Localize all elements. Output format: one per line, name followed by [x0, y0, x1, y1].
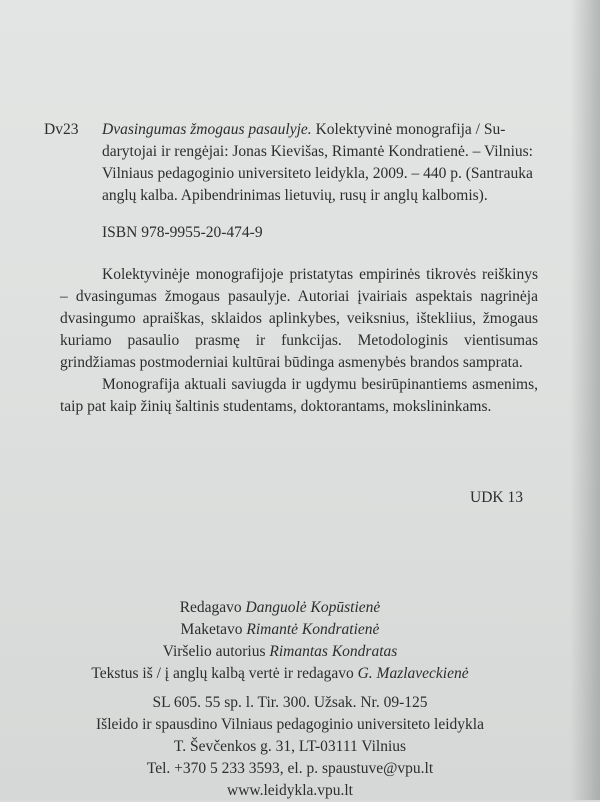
biblio-line-4: anglų kalba. Apibendrinimas lietuvių, rusų ir anglų kalbomis). [102, 187, 488, 204]
page-edge-shadow [570, 0, 600, 800]
imprint-line-5: www.leidykla.vpu.lt [227, 782, 353, 799]
biblio-line-3: Vilniaus pedagoginio universiteto leidykla, 2009. – 440 p. (Santrauka [102, 165, 533, 182]
imprint-line-4: Tel. +370 5 233 3593, el. p. spaustuve@vpu.lt [146, 760, 434, 777]
credit-layout [60, 619, 500, 641]
isbn: ISBN 978-9955-20-474-9 [102, 224, 263, 241]
credit-editor-name: Danguolė Kopūstienė [245, 599, 381, 616]
udk-code: UDK 13 [470, 489, 523, 506]
credit-translation-label: Tekstus iš / į anglų kalbą vertė ir redagavo [91, 665, 358, 682]
credit-cover [60, 641, 500, 663]
abstract-paragraph-1: Kolektyvinėje monografijoje pristatytas empirinės tikrovės reiškinys – dvasingumas žmogaus pasaulyje. Autoriai įvairiais aspektais nagrinėja dvasingumo apraiškas, sklaidos aplinkybes, veiksnius, ištekliius, žmogaus kuriamo pasaulio prasmę ir funkcijas. Metodologinis vientisumas grindžiamas postmoderniai kultūrai būdinga asmenybės brandos samprata. [60, 266, 538, 371]
credit-cover-label: Viršelio autorius [162, 643, 270, 660]
biblio-line-1-rest: Kolektyvinė monografija / Su- [311, 121, 506, 138]
abstract [60, 264, 538, 418]
bibliographic-record [102, 119, 542, 207]
imprint-line-1: SL 605. 55 sp. l. Tir. 300. Užsak. Nr. 09-125 [152, 694, 428, 711]
biblio-line-1 [102, 119, 542, 141]
classification-code: Dv23 [44, 121, 79, 138]
book-title: Dvasingumas žmogaus pasaulyje. [102, 121, 312, 138]
credit-editor-label: Redagavo [179, 599, 246, 616]
imprint-line-2: Išleido ir spausdino Vilniaus pedagoginio universiteto leidykla [96, 716, 484, 733]
credit-translation-name: G. Mazlaveckienė [357, 665, 469, 682]
credits [60, 597, 500, 685]
credit-editor [60, 597, 500, 619]
credit-cover-name: Rimantas Kondratas [269, 643, 398, 660]
abstract-paragraph-2: Monografija aktuali saviugda ir ugdymu besirūpinantiems asmenims, taip pat kaip žinių šaltinis studentams, doktorantams, mokslininkams. [60, 376, 538, 415]
credit-layout-label: Maketavo [180, 621, 247, 638]
imprint [60, 692, 520, 802]
credit-layout-name: Rimantė Kondratienė [246, 621, 380, 638]
biblio-line-2: darytojai ir rengėjai: Jonas Kievišas, Rimantė Kondratienė. – Vilnius: [102, 143, 533, 160]
imprint-line-3: T. Ševčenkos g. 31, LT-03111 Vilnius [173, 738, 407, 755]
credit-translation [60, 663, 500, 685]
